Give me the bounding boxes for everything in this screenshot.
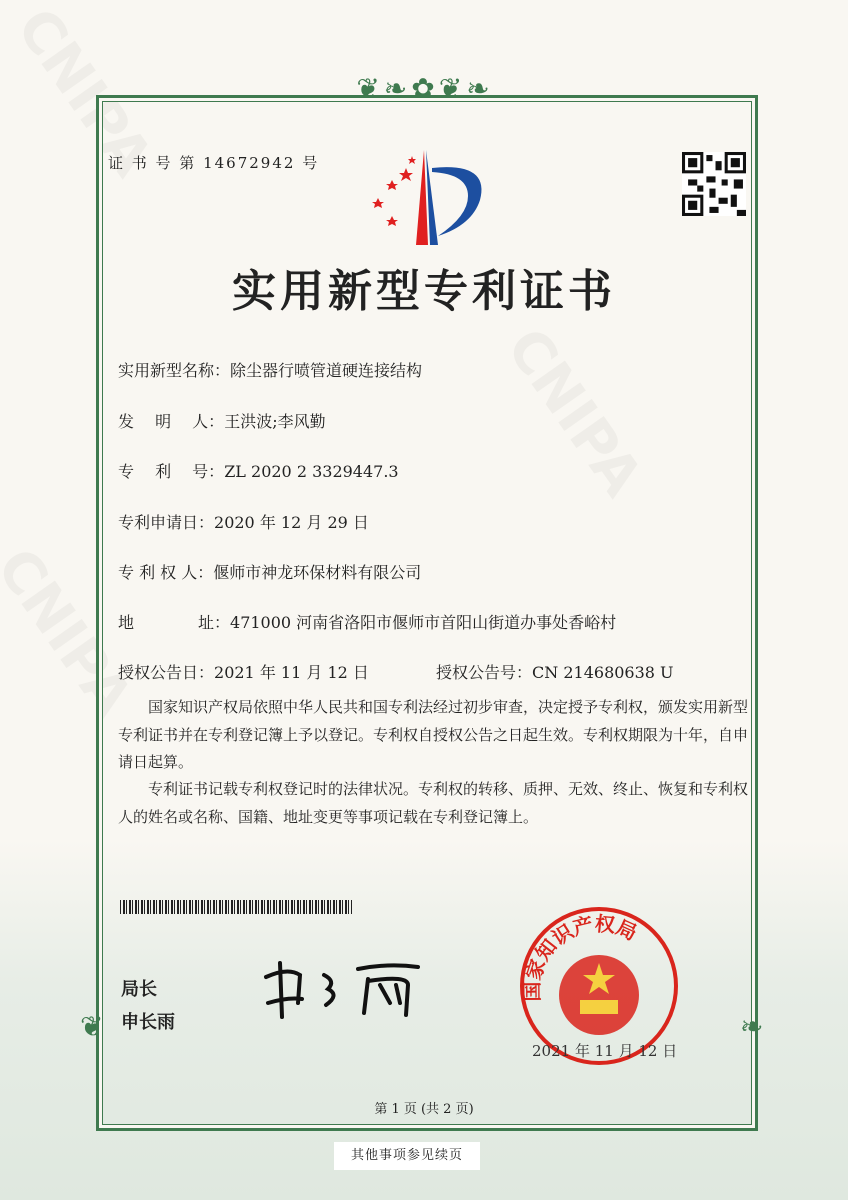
qr-code[interactable] (682, 152, 746, 216)
field-value: 偃师市神龙环保材料有限公司 (213, 563, 422, 582)
field-application-date (118, 510, 369, 533)
page-indicator: 第 1 页 (共 2 页) (374, 1102, 474, 1117)
certificate-number: 证 书 号 第 14672942 号 (108, 154, 320, 172)
field-patentee (118, 560, 421, 583)
field-label: 发 明 人： (118, 412, 225, 431)
field-label: 专利申请日： (118, 513, 215, 532)
barcode (120, 900, 352, 914)
field-value: ZL 2020 2 3329447.3 (224, 462, 399, 481)
field-inventor (118, 409, 326, 432)
field-value: 王洪波;李风勤 (224, 412, 326, 431)
director-name: 申长雨 (121, 1012, 175, 1033)
continued-note: 其他事项参见续页 (334, 1142, 480, 1170)
cnipa-logo (362, 150, 492, 250)
corner-ornament: ❦ (80, 1010, 104, 1043)
field-address (118, 610, 616, 633)
field-grant-date (118, 660, 369, 683)
page-title: 实用新型专利证书 (232, 266, 616, 317)
director-title: 局长 (121, 979, 157, 1000)
field-label: 授权公告日： (118, 663, 215, 682)
signature (258, 955, 438, 1025)
field-label: 专 利 号： (118, 462, 225, 481)
paragraph-legal-status: 专利证书记载专利权登记时的法律状况。专利权的转移、质押、无效、终止、恢复和专利权人的姓名或名称、国籍、地址变更等事项记载在专利登记簿上。 (118, 780, 749, 826)
field-grant-number (436, 660, 674, 683)
field-label: 地 址： (118, 613, 231, 632)
seal-text: 国家知识产权局 (519, 911, 641, 1002)
field-value: 471000 河南省洛阳市偃师市首阳山街道办事处香峪村 (230, 613, 617, 632)
field-value: 除尘器行喷管道硬连接结构 (230, 361, 423, 380)
top-ornament: ❦❧✿❦❧ (356, 72, 494, 105)
seal-date: 2021 年 11 月 12 日 (532, 1042, 678, 1060)
paragraph-grant: 国家知识产权局依照中华人民共和国专利法经过初步审查，决定授予专利权，颁发实用新型专利证书并在专利登记簿上予以登记。专利权自授权公告之日起生效。专利权期限为十年，自申请日起算。 (118, 698, 749, 771)
field-label: 实用新型名称： (118, 361, 231, 380)
field-value: 2021 年 11 月 12 日 (214, 663, 369, 682)
field-label: 专 利 权 人： (118, 563, 214, 582)
field-patent-number (118, 459, 399, 482)
field-label: 授权公告号： (436, 663, 533, 682)
field-value: 2020 年 12 月 29 日 (214, 513, 369, 532)
field-value: CN 214680638 U (532, 663, 674, 682)
field-utility-model-name (118, 358, 422, 381)
corner-ornament: ❧ (740, 1010, 764, 1043)
